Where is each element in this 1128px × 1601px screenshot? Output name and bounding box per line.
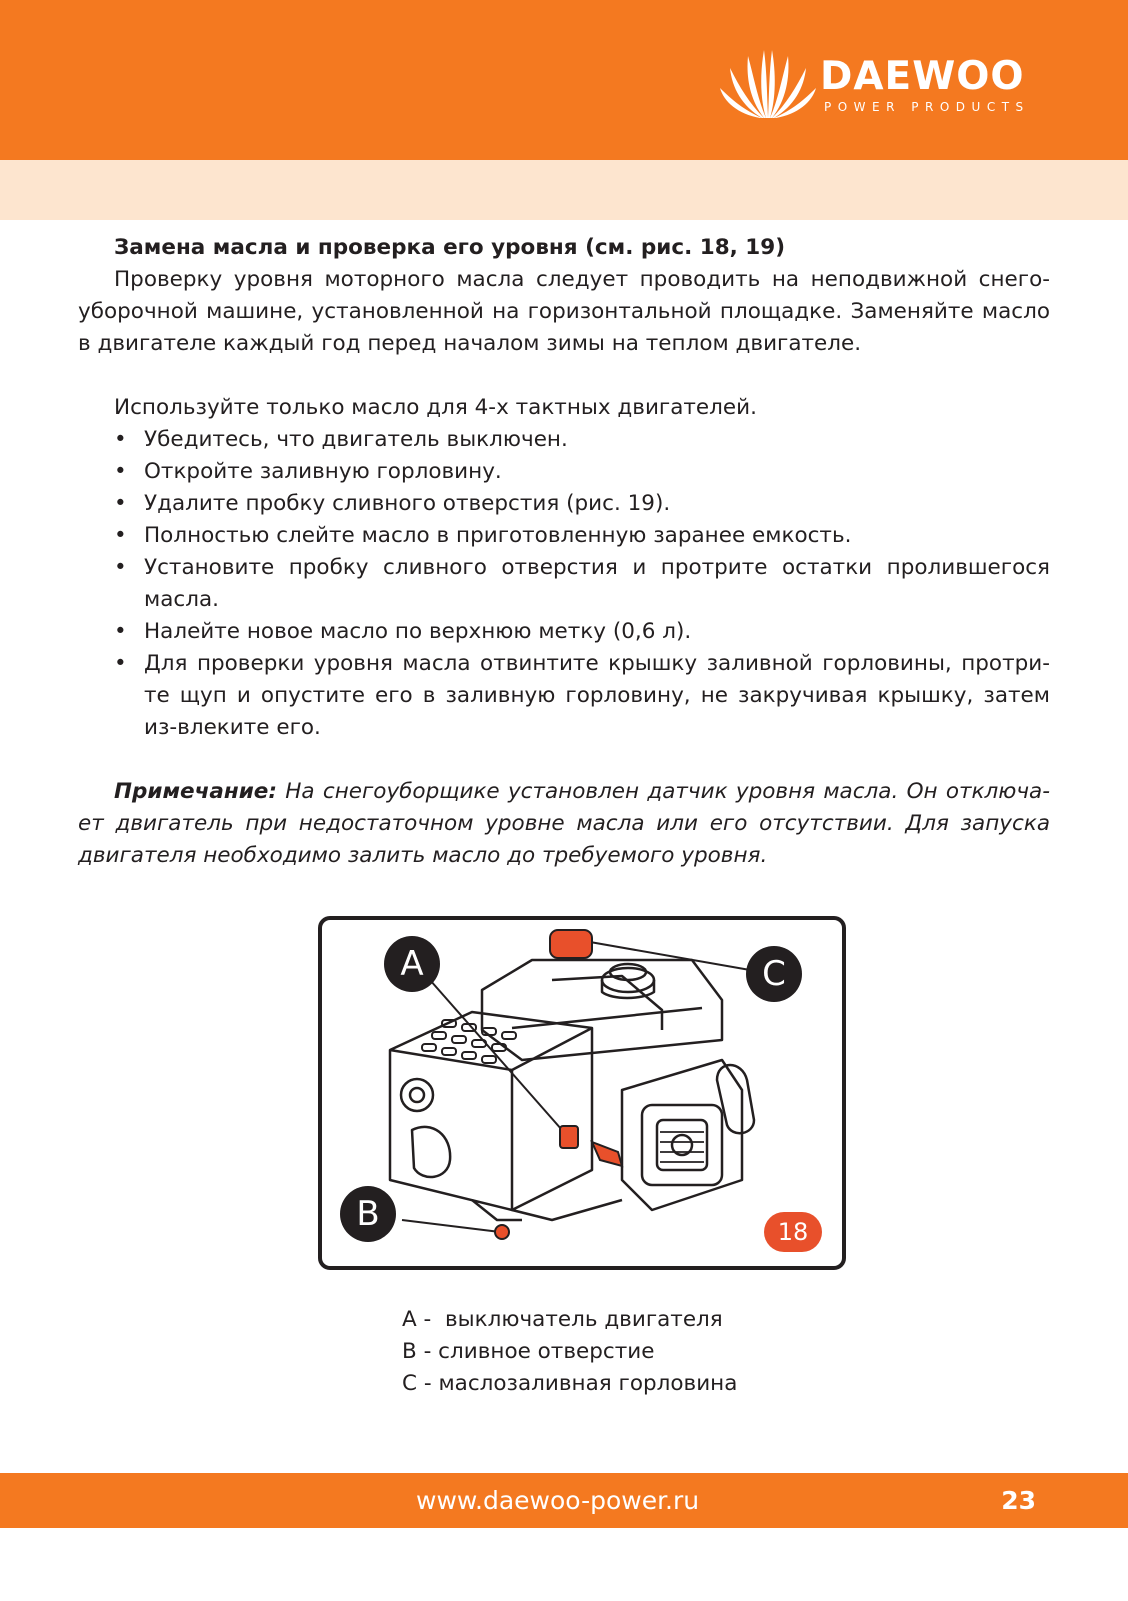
legend-item-b: B - сливное отверстие xyxy=(402,1339,655,1364)
daewoo-logo xyxy=(720,48,1060,128)
figure-legend xyxy=(402,1304,737,1400)
engine-figure xyxy=(318,916,846,1270)
note-text: На снегоуборщике установлен датчик уровня масла. Он отключа-ет двигатель при недостаточном уровне масла или его отсутствии. Для запуска двигателя необходимо залить масло до требуемого уровня. xyxy=(78,779,1050,868)
list-item: • Установите пробку сливного отверстия и протрите остатки пролившегося масла. xyxy=(114,552,1050,616)
steps-list xyxy=(78,424,1050,744)
note-label: Примечание: xyxy=(114,779,277,804)
main-content xyxy=(78,232,1050,872)
header-band xyxy=(0,0,1128,160)
list-item: • Налейте новое масло по верхнюю метку (0,6 л). xyxy=(114,616,1050,648)
list-item: • Полностью слейте масло в приготовленную заранее емкость. xyxy=(114,520,1050,552)
list-item: • Убедитесь, что двигатель выключен. xyxy=(114,424,1050,456)
intro-paragraph: Проверку уровня моторного масла следует проводить на неподвижной снего-уборочной машине, установленной на горизонтальной площадке. Заменяйте масло в двигателе каждый год перед началом зимы на теплом двигателе. xyxy=(78,267,1050,356)
brand-subtitle: POWER PRODUCTS xyxy=(824,100,1030,114)
callout-c: C xyxy=(746,946,802,1002)
website-link[interactable]: www.daewoo-power.ru xyxy=(416,1486,700,1515)
brand-name: DAEWOO xyxy=(820,54,1025,99)
callout-a: A xyxy=(384,936,440,992)
figure-number: 18 xyxy=(764,1212,822,1252)
legend-item-c: C - маслозаливная горловина xyxy=(402,1371,738,1396)
note-paragraph xyxy=(78,776,1050,872)
oil-type-paragraph: Используйте только масло для 4-х тактных двигателей. xyxy=(114,395,757,420)
page-number: 23 xyxy=(1001,1486,1036,1515)
list-item: • Удалите пробку сливного отверстия (рис. 19). xyxy=(114,488,1050,520)
fan-logo-icon xyxy=(720,48,816,120)
footer-band xyxy=(0,1473,1128,1528)
callout-b: B xyxy=(340,1186,396,1242)
list-item: • Для проверки уровня масла отвинтите крышку заливной горловины, протри-те щуп и опустите его в заливную горловину, не закручивая крышку, затем из-влеките его. xyxy=(114,648,1050,744)
header-strip xyxy=(0,160,1128,220)
legend-item-a: A - выключатель двигателя xyxy=(402,1307,723,1332)
list-item: • Откройте заливную горловину. xyxy=(114,456,1050,488)
section-heading: Замена масла и проверка его уровня (см. рис. 18, 19) xyxy=(114,235,786,260)
